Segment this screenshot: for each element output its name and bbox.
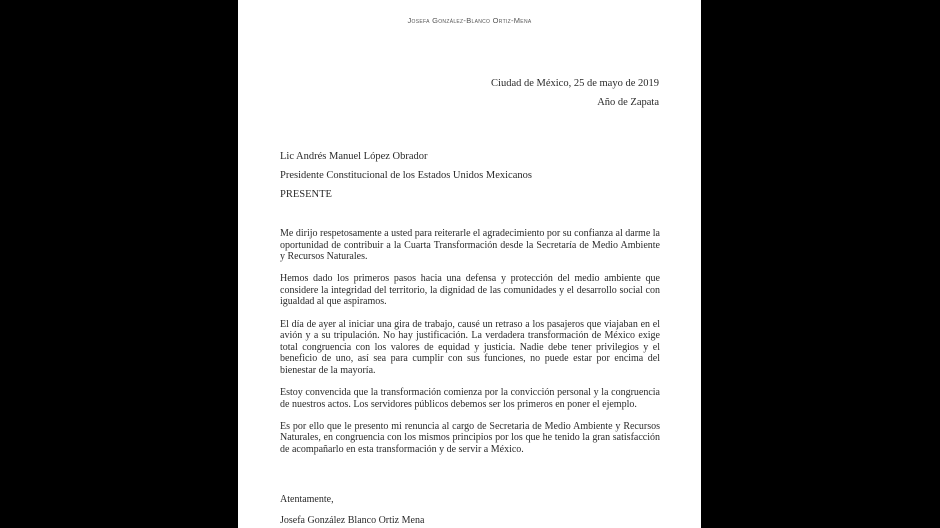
paragraph: Es por ello que le presento mi renuncia al cargo de Secretaria de Medio Ambiente y Recursos Naturales, en congruencia con los mismos principios por los que he tenido la gran satisfacción de acompañarlo en esta transformación y de servir a México.: [280, 420, 660, 455]
paragraph: Me dirijo respetosamente a usted para reiterarle el agradecimiento por su confianza al darme la oportunidad de contribuir a la Cuarta Transformación desde la Secretaría de Medio Ambiente y Recursos Naturales.: [280, 228, 660, 263]
closing-block: [280, 489, 424, 528]
salutation: PRESENTE: [280, 189, 332, 200]
addressee-title: Presidente Constitucional de los Estados Unidos Mexicanos: [280, 170, 532, 181]
letter-body: [280, 228, 660, 466]
paragraph: Hemos dado los primeros pasos hacia una defensa y protección del medio ambiente que considere la integridad del territorio, la dignidad de las comunidades y el desarrollo social con igualdad al que aspiramos.: [280, 273, 660, 308]
letter-page: [238, 0, 701, 528]
place-date: Ciudad de México, 25 de mayo de 2019: [491, 78, 659, 89]
addressee-name: Lic Andrés Manuel López Obrador: [280, 151, 428, 162]
year-motto: Año de Zapata: [597, 97, 659, 108]
signature-name: Josefa González Blanco Ortiz Mena: [280, 515, 425, 526]
addressee-block: [280, 147, 532, 204]
farewell: Atentamente,: [280, 494, 334, 505]
paragraph: El día de ayer al iniciar una gira de trabajo, causé un retraso a los pasajeros que viajaban en el avión y a su tripulación. No hay justificación. La verdadera transformación de México exige total congruencia con los valores de equidad y justicia. Nadie debe tener privilegios y el beneficio de uno, así sea para cumplir con sus funciones, no puede estar por encima del bienestar de la mayoría.: [280, 318, 660, 376]
paragraph: Estoy convencida que la transformación comienza por la convicción personal y la congruencia de nuestros actos. Los servidores públicos debemos ser los primeros en poner el ejemplo.: [280, 387, 660, 410]
letterhead: Josefa González-Blanco Ortiz-Mena: [407, 16, 532, 25]
date-block: [491, 74, 659, 112]
